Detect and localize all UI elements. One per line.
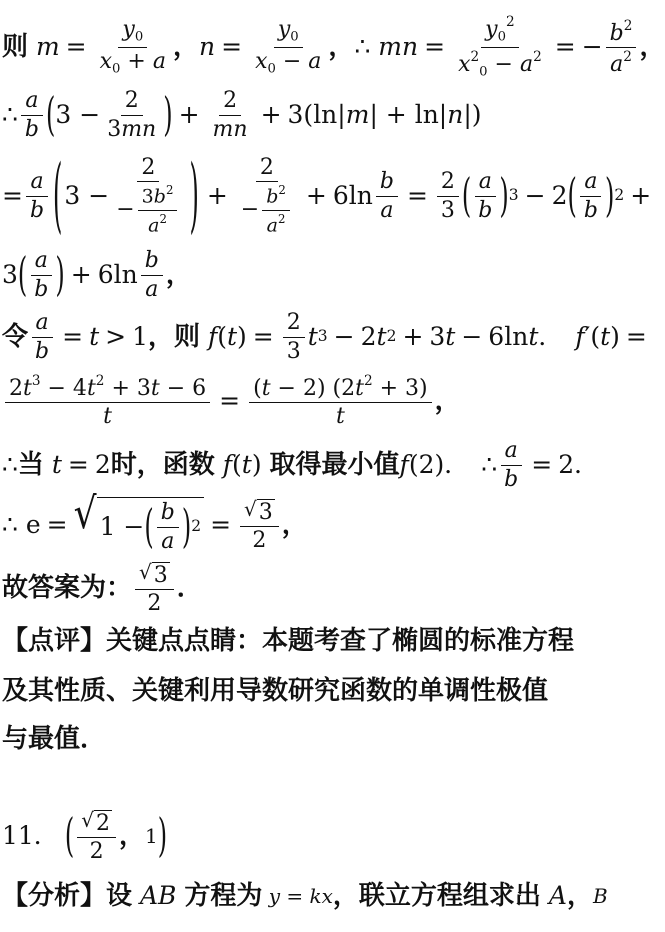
- eq-line-minimum: ∴ 当 t = 2 时， 函数 f ( t ) 取得最小值 f (2) ． ∴ $\frac{a}{b}$ = 2 ．: [2, 438, 600, 492]
- analysis-line: 【分析】设 AB 方程为 y = kx ，联立方程组求出 A ， B: [2, 880, 608, 911]
- review-line-3: 与最值．: [2, 723, 107, 754]
- review-line-2: 及其性质、关键利用导数研究函数的单调性极值: [2, 675, 549, 706]
- answer-label: 故答案为：: [2, 572, 133, 603]
- analysis-label: 【分析】设: [2, 880, 133, 911]
- eq-line-continued: 3 ( $\frac{a}{b}$ ) + 6ln $\frac{b}{a}$ ，: [2, 248, 192, 302]
- question-11-answer: 11． ( √ 2 2 ， 1 ): [2, 807, 168, 864]
- eq-line-substitute-t: 令 $\frac{a}{b}$ = t > 1 ， 则 f ( t ) = $\frac{2}{3}$ t 3 − 2 t 2 + 3 t − 6ln t ． f ′( t ) =: [2, 310, 647, 364]
- text-ze: 则: [2, 31, 29, 62]
- review-line-1: 【点评】关键点点睛：本题考查了椭圆的标准方程: [2, 625, 575, 656]
- eq-line-expression: ∴ $\frac{a}{b}$ ( 3 − $\frac{2}{3mn}$ ) + $\frac{2}{mn}$ + 3(ln| m | + ln| n |): [2, 88, 482, 142]
- question-number: 11．: [2, 821, 59, 851]
- answer-line: 故答案为： √ 3 2 ．: [2, 559, 203, 616]
- eq-line-derivative: $\frac{2t^3 - 4t^2 + 3t - 6}{t}$ = $\frac{(t - 2) (2t^2 + 3)}{t}$ ，: [2, 370, 656, 432]
- eq-line-substitution: = $\frac{a}{b}$ ( 3 − 2 − $\frac{3b^2}{a^2}$ ) + 2 − $\frac{b^2}{a^2}$ + 6ln $\frac{b}{a}$ = $\frac{2}{3}$ ( $\frac{a}{b}$ ) 3 − 2 ( $\frac{a}{b}$ ) 2 +: [2, 147, 652, 243]
- eq-line-eccentricity: ∴ e = √ 1 − ( $\frac{b}{a}$ ) 2 = √ 3 2 ，: [2, 490, 308, 554]
- eq-line-mn: 则 m = $\frac{y_0}{x_0 + a}$ ， n = $\frac{y_0}{x_0 - a}$ ， ∴ mn = $\frac{y_0^2}{x^2_0 - a^2}$ = − $\frac{b^2}{a^2}$ ，: [2, 14, 665, 79]
